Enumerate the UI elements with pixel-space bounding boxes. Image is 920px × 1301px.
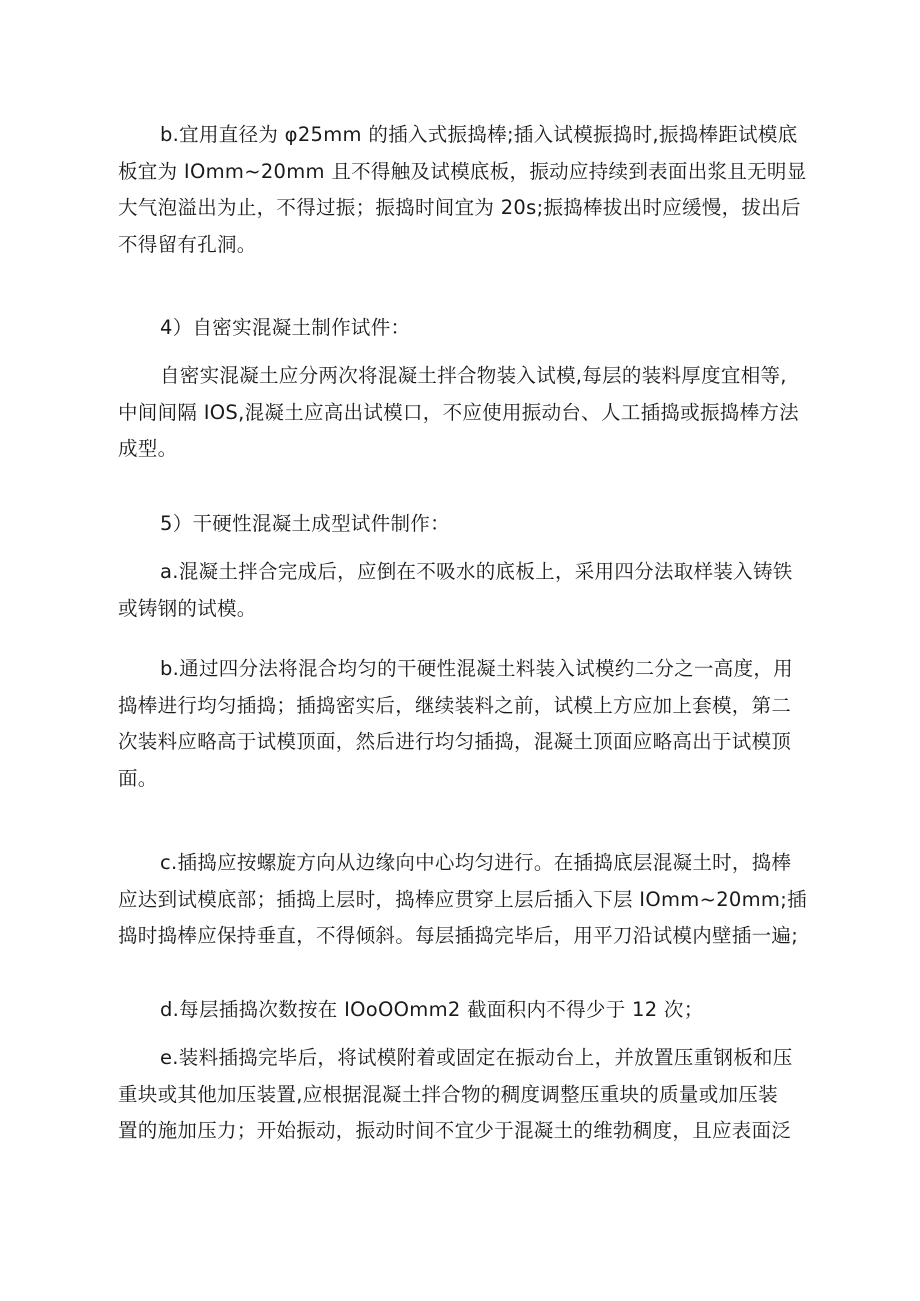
text-line: 捣棒进行均匀插捣；插捣密实后，继续装料之前，试模上方应加上套模，第二	[118, 693, 792, 717]
text-line: 自密实混凝土应分两次将混凝土拌合物装入试模,每层的装料厚度宜相等,	[160, 364, 787, 387]
text-line: 面。	[118, 766, 158, 790]
heading-text: 5）干硬性混凝土成型试件制作：	[160, 512, 450, 535]
text-line: 不得留有孔洞。	[118, 232, 257, 256]
text-line: 成型。	[118, 437, 178, 460]
text-line: d.每层插捣次数按在 IOoOOmm2 截面积内不得少于 12 次；	[160, 998, 704, 1021]
text-line: a.混凝土拌合完成后，应倒在不吸水的底板上，采用四分法取样装入铸铁	[160, 560, 793, 583]
text-line: c.插捣应按螺旋方向从边缘向中心均匀进行。在插捣底层混凝土时，捣棒	[160, 851, 792, 874]
section-heading-4	[118, 310, 808, 347]
text-line: 重块或其他加压装置,应根据混凝土拌合物的稠度调整压重块的质量或加压装	[118, 1082, 778, 1106]
text-line: 次装料应略高于试模顶面，然后进行均匀插捣，混凝土顶面应略高出于试模顶	[118, 730, 792, 753]
text-line: 大气泡溢出为止，不得过振；振捣时间宜为 20s;振捣棒拔出时应缓慢，拔出后	[118, 196, 801, 219]
text-line: b.宜用直径为 φ25mm 的插入式振捣棒;插入试模振捣时,振捣棒距试模底	[160, 123, 798, 146]
paragraph-d-count	[118, 992, 808, 1029]
heading-text: 4）自密实混凝土制作试件：	[160, 316, 411, 339]
text-line: 捣时捣棒应保持垂直，不得倾斜。每层插捣完毕后，用平刀沿试模内壁插一遍;	[118, 924, 799, 947]
section-heading-5	[118, 506, 808, 543]
text-line: b.通过四分法将混合均匀的干硬性混凝土料装入试模约二分之一高度，用	[160, 657, 793, 680]
paragraph-self-compacting	[118, 358, 808, 468]
text-line: 板宜为 IOmm~20mm 且不得触及试模底板，振动应持续到表面出浆且无明显	[118, 159, 807, 183]
text-line: e.装料插捣完毕后，将试模附着或固定在振动台上，并放置压重钢板和压	[160, 1046, 793, 1069]
text-line: 中间间隔 IOS,混凝土应高出试模口，不应使用振动台、人工插捣或振捣棒方法	[118, 400, 799, 424]
paragraph-b-quartering	[118, 651, 808, 797]
paragraph-b-vibrator	[118, 117, 808, 263]
text-line: 应达到试模底部；插捣上层时，捣棒应贯穿上层后插入下层 IOmm~20mm;插	[118, 887, 807, 911]
paragraph-a-mixing	[118, 554, 808, 627]
text-line: 或铸钢的试模。	[118, 596, 257, 620]
paragraph-c-spiral	[118, 845, 808, 955]
text-line: 置的施加压力；开始振动，振动时间不宜少于混凝土的维勃稠度，且应表面泛	[118, 1119, 792, 1142]
paragraph-e-loading	[118, 1040, 808, 1150]
